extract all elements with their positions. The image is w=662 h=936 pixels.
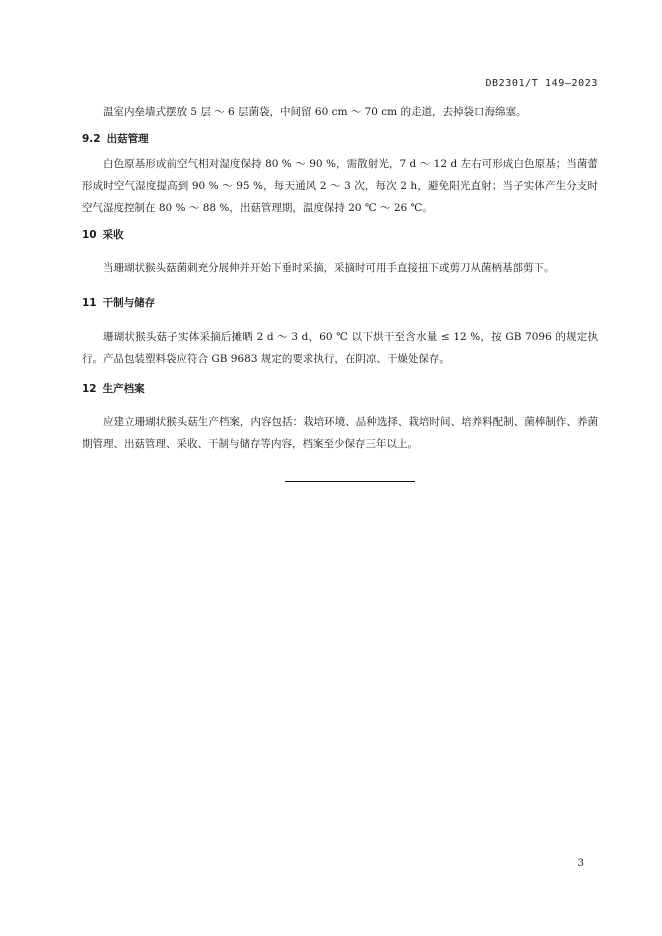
paragraph-fruiting-management: 白色原基形成前空气相对湿度保持 80 % ～ 90 %，需散射光，7 d ～ 12 d 左右可形成白色原基；当菌蕾形成时空气湿度提高到 90 % ～ 95 %，每天通风 2 ～ 3 次，每次 2 h，避免阳光直射；当子实体产生分支时空气湿度控制在 80 % ～ 88 %，出菇管理期，温度保持 20 ℃ ～ 26 ℃。 bbox=[82, 158, 598, 214]
section-heading-9-2 bbox=[82, 131, 149, 146]
document-code: DB2301/T 149—2023 bbox=[485, 78, 598, 89]
section-number: 11 bbox=[82, 297, 97, 309]
paragraph-drying-storage: 珊瑚状猴头菇子实体采摘后摊晒 2 d ～ 3 d，60 ℃ 以下烘干至含水量 ≤ 12 %，按 GB 7096 的规定执行。产品包装塑料袋应符合 GB 9683 规定的要求执行，在阴凉、干燥处保存。 bbox=[82, 331, 598, 365]
section-title: 生产档案 bbox=[102, 383, 145, 395]
paragraph-production-records: 应建立珊瑚状猴头菇生产档案，内容包括：栽培环境、品种选择、栽培时间、培养料配制、菌棒制作、养菌期管理、出菇管理、采收、干制与储存等内容，档案至少保存三年以上。 bbox=[82, 416, 598, 450]
section-number: 9.2 bbox=[82, 133, 101, 145]
paragraph-harvest: 当珊瑚状猴头菇菌刺充分展伸并开始下垂时采摘，采摘时可用手直接扭下或剪刀从菌柄基部剪下。 bbox=[103, 262, 555, 274]
page-number: 3 bbox=[577, 858, 584, 869]
section-title: 出菇管理 bbox=[106, 133, 149, 145]
section-heading-10 bbox=[82, 227, 124, 242]
end-rule bbox=[285, 481, 415, 482]
section-title: 采收 bbox=[102, 229, 124, 241]
paragraph-greenhouse: 温室内垒墙式摆放 5 层 ～ 6 层菌袋，中间留 60 cm ～ 70 cm 的走道，去掉袋口海绵塞。 bbox=[103, 106, 527, 118]
section-heading-12 bbox=[82, 381, 145, 396]
section-number: 10 bbox=[82, 229, 97, 241]
section-number: 12 bbox=[82, 383, 97, 395]
section-heading-11 bbox=[82, 295, 155, 310]
section-title: 干制与储存 bbox=[102, 297, 156, 309]
